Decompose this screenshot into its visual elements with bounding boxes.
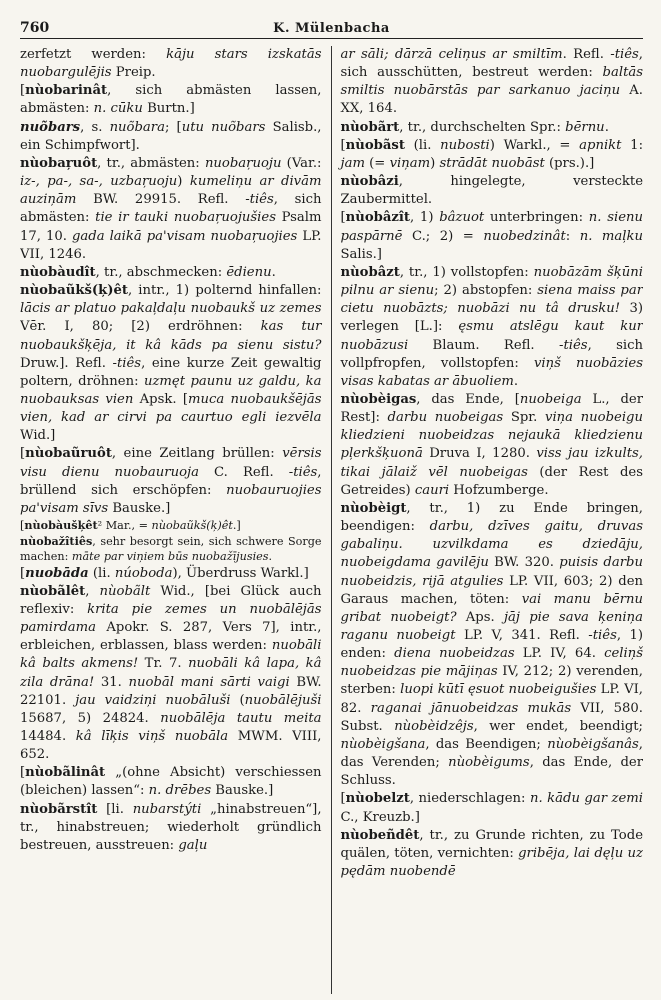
running-title: K. Mülenbacha	[273, 21, 390, 36]
left-column	[20, 46, 332, 994]
dictionary-entry: nùobeñdêt, tr., zu Grunde richten, zu Tode quälen, töten, vernichten: gribēja, lai dęļu uz pędām nuobendē	[340, 827, 643, 880]
dictionary-entry: nùobaũkš(ķ)êt, intr., 1) polternd hinfallen: lācis ar platuo pakaļdaļu nuobaukš uz zemes Vēr. I, 80; [2) erdröhnen: kas tur nuobaukšķēja, it kâ kāds pa sienu sistu? Druw.]. Refl. -tiês, eine kurze Zeit gewaltig poltern, dröhnen: uzmęt paunu uz galdu, ka nuobauksas vien Apsk. [muca nuobaukšējās vien, kad ar cirvi pa caurtuo egli iezvēla Wid.]	[20, 283, 322, 444]
dictionary-entry: nùobãlêt, nùobãlt Wid., [bei Glück auch reflexiv: krita pie zemes un nuobālējās pamirdama Apokr. S. 287, Vers 7], intr., erbleichen, erblassen, blass werden: nuobāli kâ balts akmens! Tr. 7. nuobāli kâ lapa, kâ zila drāna! 31. nuobāl mani sārti vaigi BW. 22101. jau vaidziņi nuobāluši (nuobālējuši 15687, 5) 24824. nuobālēja tautu meita 14484. kâ līķis viņš nuobāla MWM. VIII, 652.	[20, 583, 322, 763]
dictionary-entry: [nùobelzt, niederschlagen: n. kādu gar zemi C., Kreuzb.]	[340, 791, 643, 825]
dictionary-entry: nùobažîtiês, sehr besorgt sein, sich schwere Sorge machen: māte par viņiem būs nuobažījusies.	[20, 533, 322, 564]
dictionary-entry: [nuobāda (li. núoboda), Überdruss Warkl.]	[20, 565, 309, 581]
dictionary-entry: [nùobaũruôt, eine Zeitlang brüllen: vērsis visu dienu nuobauruoja C. Refl. -tiês, brüllend sich erschöpfen: nuobauruojies pa'visam sīvs Bauske.]	[20, 446, 322, 516]
dictionary-entry: [nùobãst (li. nubosti) Warkl., = apnikt 1: jam (= viņam) strādāt nuobāst (prs.).]	[340, 137, 643, 171]
dictionary-columns	[20, 46, 643, 994]
dictionary-entry: [nùobâzît, 1) bâzuot unterbringen: n. sienu paspārnē C.; 2) = nuobedzinât: n. maļku Salis.]	[340, 210, 643, 262]
right-column	[332, 46, 644, 994]
dictionary-entry: ar sāli; dārzā celiņus ar smiltīm. Refl. -tiês, sich ausschütten, bestreut werden: baltās smiltis nuobārstās par sarkanuo jaciņu A. XX, 164.	[340, 47, 643, 117]
dictionary-entry: nùobaŗuôt, tr., abmästen: nuobaŗuoju (Var.: iz-, pa-, sa-, uzbaŗuoju) kumeliņu ar divām auziņām BW. 29915. Refl. -tiês, sich abmästen: tie ir tauki nuobaŗuojušies Psalm 17, 10. gada laikā pa'visam nuobaŗuojies LP. VII, 1246.	[20, 155, 322, 262]
dictionary-entry: nùobãrt, tr., durchschelten Spr.: bērnu.	[340, 119, 609, 135]
page-header	[20, 10, 643, 39]
dictionary-entry: nùobàudît, tr., abschmecken: ēdienu.	[20, 264, 276, 280]
dictionary-entry: nùobèigas, das Ende, [nuobeiga L., der Rest]: darbu nuobeigas Spr. viņa nuobeigu kliedzieni nuobeidzas nejaukā kliedzienu pļerkšķuonā Druva I, 1280. viss jau izkults, tikai jālaiž vēl nuobeigas (der Rest des Getreides) cauri Hofzumberge.	[340, 391, 643, 498]
page-number: 760	[20, 20, 50, 36]
dictionary-entry: nùobãrstît [li. nubarstýti „hinabstreuen“], tr., hinabstreuen; wiederholt gründlich bestreuen, ausstreuen: gaļu	[20, 801, 322, 853]
dictionary-entry: zerfetzt werden: kāju stars izskatās nuobargulējis Preip.	[20, 47, 322, 81]
dictionary-entry: nùobâzi, hingelegte, versteckte Zaubermittel.	[340, 174, 643, 208]
dictionary-entry: nùobèigt, tr., 1) zu Ende bringen, beendigen: darbu, dzīves gaitu, druvas gabaliņu. uzvilkdama es dziedāju, nuobeigdama gavilēju BW. 320. puisis darbu nuobeidzis, rijā atgulies LP. VII, 603; 2) den Garaus machen, töten: vai manu bērnu gribat nuobeigt? Aps. jāj pie sava ķeniņa raganu nuobeigt LP. V, 341. Refl. -tiês, 1) enden: diena nuobeidzas LP. IV, 64. celiņš nuobeidzas pie mājiņas IV, 212; 2) verenden, sterben: luopi kūtī ęsuot nuobeigušies LP. VI, 82. raganai jānuobeidzas mukās VII, 580. Subst. nùobèidzêjs, wer endet, beendigt; nùobèigšana, das Beendigen; nùobèigšanâs, das Verenden; nùobèigums, das Ende, der Schluss.	[340, 500, 643, 789]
dictionary-entry: [nùobãlinât „(ohne Absicht) verschiessen (bleichen) lassen“: n. drēbes Bauske.]	[20, 765, 322, 799]
dictionary-entry: nuõbars, s. nuõbara; [utu nuõbars Salisb., ein Schimpfwort].	[20, 119, 322, 153]
dictionary-entry: [nùobàušķêt² Mar., = nùobaũkš(ķ)êt.]	[20, 518, 241, 533]
dictionary-entry: nùobâzt, tr., 1) vollstopfen: nuobāzām šķūni pilnu ar sienu; 2) abstopfen: siena maiss par cietu nuobāzts; nuobāzi nu tâ drusku! 3) verlegen [L.]: ęsmu atslēgu kaut kur nuobāzusi Blaum. Refl. -tiês, sich vollpfropfen, vollstopfen: viņš nuobāzies visas kabatas ar ābuoliem.	[340, 264, 643, 389]
dictionary-entry: [nùobarinât, sich abmästen lassen, abmästen: n. cūku Burtn.]	[20, 83, 322, 117]
